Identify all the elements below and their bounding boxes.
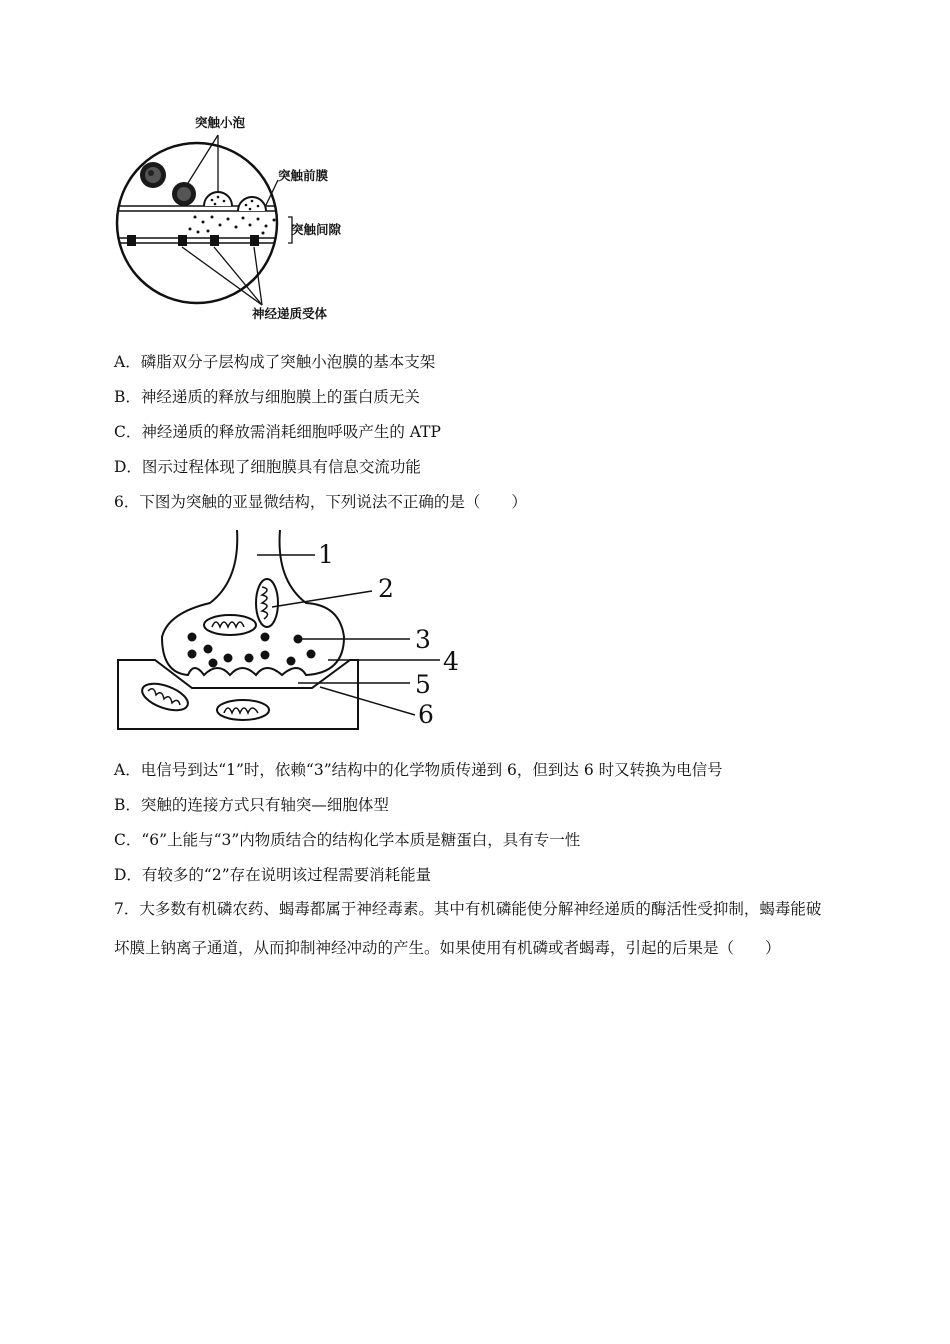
dark-vesicle [172,182,196,206]
dark-vesicle [140,162,166,188]
mitochondrion [204,615,256,635]
q5-option-c: C．神经递质的释放需消耗细胞呼吸产生的 ATP [114,423,441,441]
label-neurotransmitter-receptor: 神经递质受体 [252,306,328,321]
label-2: 2 [378,574,394,603]
q5-option-b: B．神经递质的释放与细胞膜上的蛋白质无关 [114,388,420,406]
q5-option-a: A．磷脂双分子层构成了突触小泡膜的基本支架 [114,353,436,371]
q6-option-c: C．“6”上能与“3”内物质结合的结构化学本质是糖蛋白，具有专一性 [114,831,581,849]
label-6: 6 [418,700,434,729]
synapse-diagram-figure [100,105,360,330]
mitochondrion [139,678,192,715]
label-3: 3 [415,625,431,654]
postsynaptic-cell [118,660,358,729]
label-5: 5 [415,670,431,699]
fusing-vesicle [238,197,266,211]
q6-question: 6．下图为突触的亚显微结构，下列说法不正确的是（ ） [114,493,527,511]
label-synaptic-cleft: 突触间隙 [291,222,342,237]
micrograph-circle [117,143,277,303]
q7-question: 7．大多数有机磷农药、蝎毒都属于神经毒素。其中有机磷能使分解神经递质的酶活性受抑制，蝎毒能破坏膜上钠离子通道，从而抑制神经冲动的产生。如果使用有机磷或者蝎毒，引起的后果是（ ） [114,900,822,957]
q6-option-b: B．突触的连接方式只有轴突—细胞体型 [114,796,389,814]
label-1: 1 [318,540,334,569]
synapse-structure-figure [110,525,470,735]
label-presynaptic-membrane: 突触前膜 [278,168,329,183]
receptor-markers [127,235,259,246]
label-4: 4 [443,647,459,676]
fusing-vesicle [204,192,232,206]
synaptic-vesicles [188,633,316,668]
q5-option-d: D．图示过程体现了细胞膜具有信息交流功能 [114,458,421,476]
mitochondrion [256,579,278,627]
q6-option-d: D．有较多的“2”存在说明该过程需要消耗能量 [114,866,432,884]
label-synaptic-vesicle: 突触小泡 [195,115,246,130]
mitochondrion [217,700,269,720]
q6-option-a: A．电信号到达“1”时，依赖“3”结构中的化学物质传递到 6，但到达 6 时又转换为电信号 [114,761,723,779]
